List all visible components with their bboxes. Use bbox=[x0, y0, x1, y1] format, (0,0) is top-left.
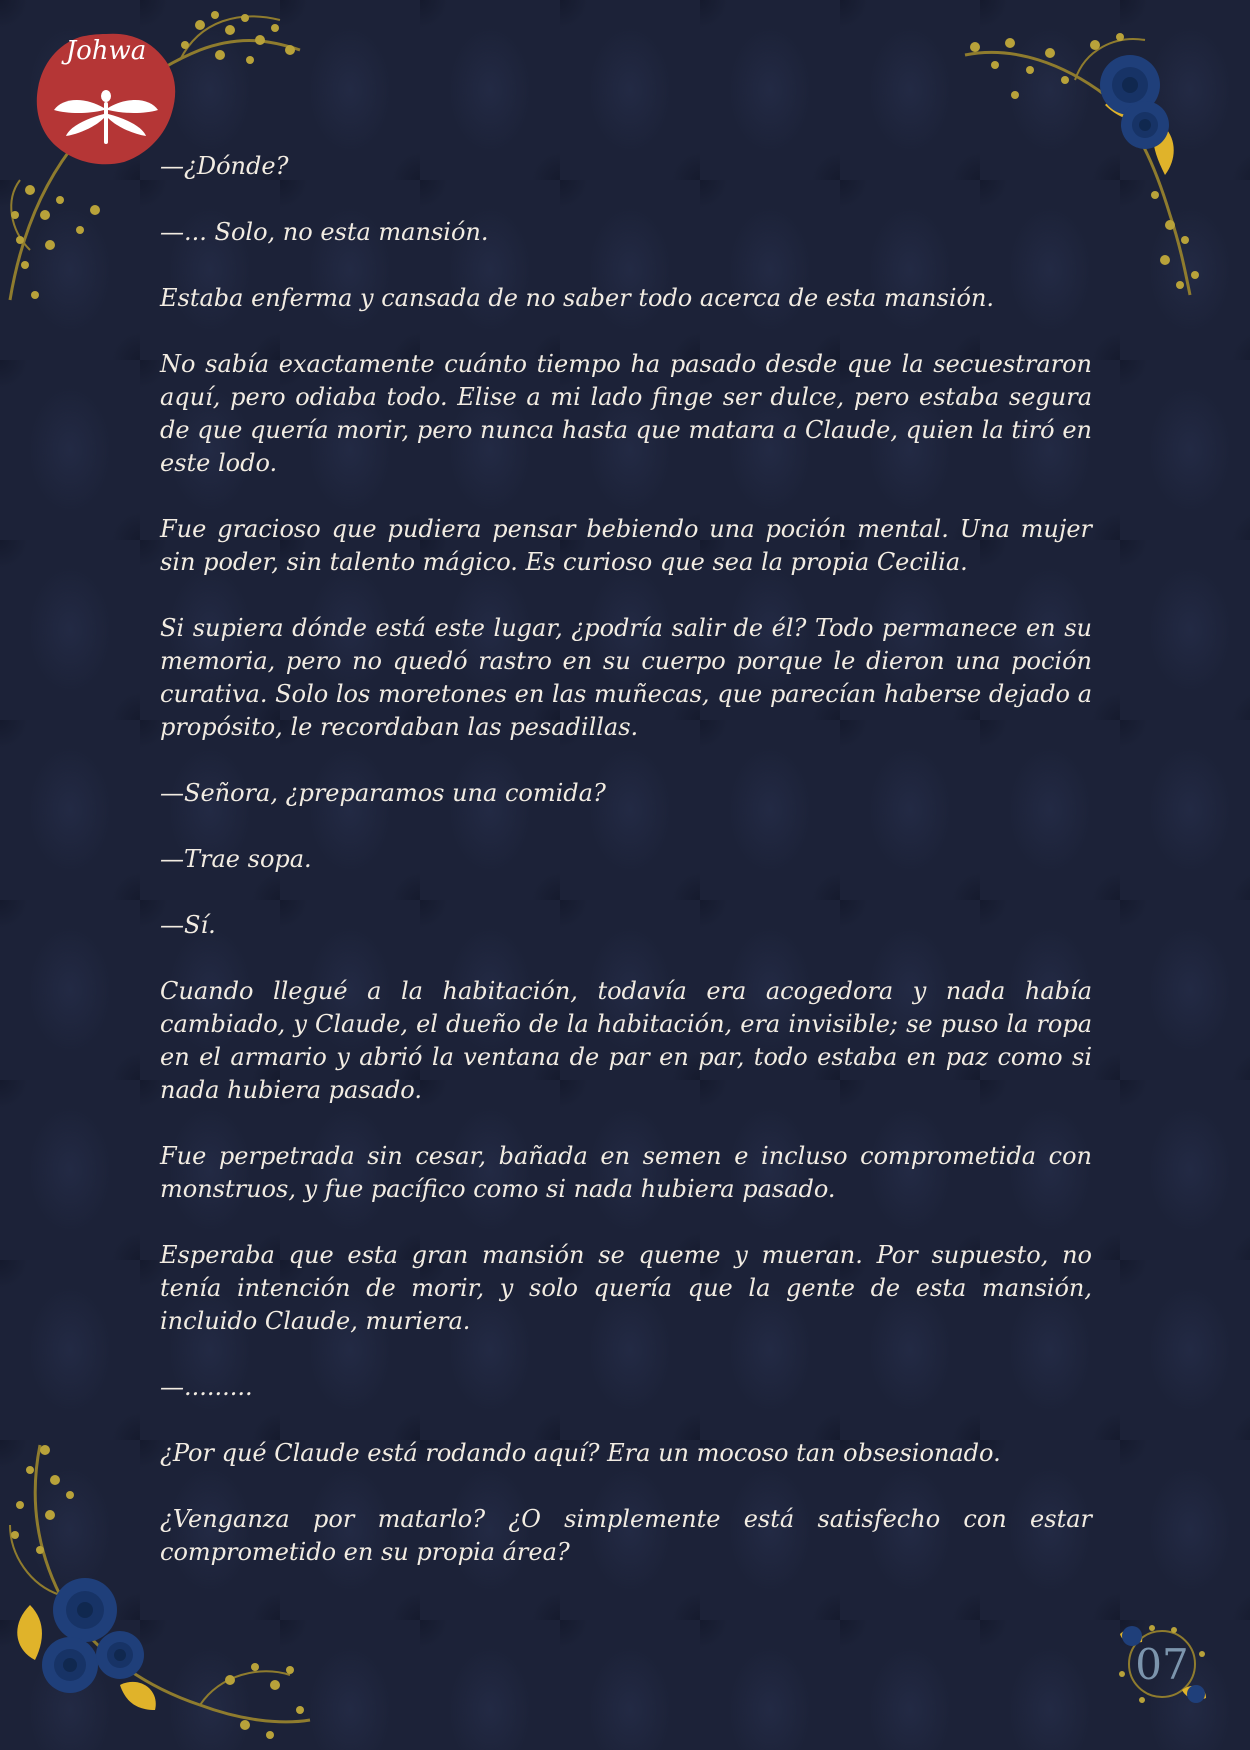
paragraph: Si supiera dónde está este lugar, ¿podría salir de él? Todo permanece en su memoria, pero no quedó rastro en su cuerpo porque le dieron una poción curativa. Solo los moretones en las muñecas, que parecían haberse dejado a propósito, le recordaban las pesadillas. bbox=[160, 614, 1092, 741]
paragraph: —... Solo, no esta mansión. bbox=[160, 218, 489, 246]
brand-logo bbox=[34, 30, 178, 168]
paragraph: Esperaba que esta gran mansión se queme y mueran. Por supuesto, no tenía intención de morir, y solo quería que la gente de esta mansión, incluido Claude, muriera. bbox=[160, 1241, 1092, 1335]
bottom-left-roses bbox=[17, 1578, 156, 1710]
paragraph: —¿Dónde? bbox=[160, 152, 289, 180]
paragraph: ¿Venganza por matarlo? ¿O simplemente está satisfecho con estar comprometido en su propia área? bbox=[160, 1505, 1092, 1566]
paragraph: Estaba enferma y cansada de no saber todo acerca de esta mansión. bbox=[160, 284, 995, 312]
body-text bbox=[160, 150, 1092, 1602]
paragraph: Fue perpetrada sin cesar, bañada en semen e incluso comprometida con monstruos, y fue pacífico como si nada hubiera pasado. bbox=[160, 1142, 1092, 1203]
paragraph: Cuando llegué a la habitación, todavía era acogedora y nada había cambiado, y Claude, el dueño de la habitación, era invisible; se puso la ropa en el armario y abrió la ventana de par en par, todo estaba en paz como si nada hubiera pasado. bbox=[160, 977, 1092, 1104]
paragraph: No sabía exactamente cuánto tiempo ha pasado desde que la secuestraron aquí, pero odiaba todo. Elise a mi lado finge ser dulce, pero estaba segura de que quería morir, pero nunca hasta que matara a Claude, quien la tiró en este lodo. bbox=[160, 350, 1092, 477]
page-number-badge bbox=[1112, 1624, 1212, 1704]
top-right-roses bbox=[1100, 55, 1174, 175]
paragraph: ¿Por qué Claude está rodando aquí? Era un mocoso tan obsesionado. bbox=[160, 1439, 1001, 1467]
paragraph: —Señora, ¿preparamos una comida? bbox=[160, 779, 606, 807]
paragraph: Fue gracioso que pudiera pensar bebiendo una poción mental. Una mujer sin poder, sin talento mágico. Es curioso que sea la propia Cecilia. bbox=[160, 515, 1092, 576]
paragraph: —Trae sopa. bbox=[160, 845, 312, 873]
brand-name: Johwa bbox=[65, 36, 147, 66]
paragraph: —......... bbox=[160, 1373, 253, 1401]
paragraph: —Sí. bbox=[160, 911, 216, 939]
page-number: 07 bbox=[1135, 1640, 1189, 1689]
